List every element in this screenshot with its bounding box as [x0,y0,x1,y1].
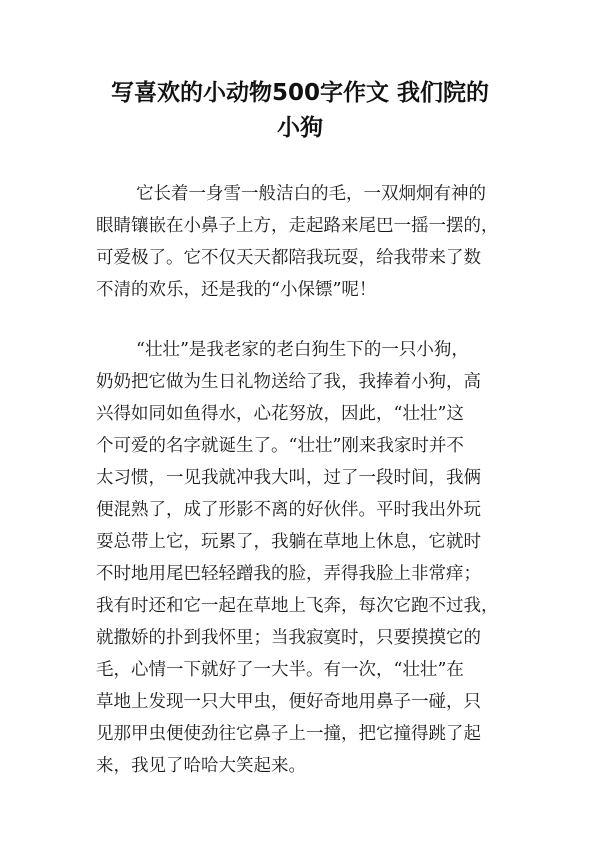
paragraph-line: 耍总带上它，玩累了，我躺在草地上休息，它就时 [96,532,481,552]
page-title [60,76,540,146]
paragraph-line: 不时地用尾巴轻轻蹭我的脸，弄得我脸上非常痒； [96,564,481,584]
title-line-2: 小狗 [277,115,323,141]
paragraph-line: 兴得如同如鱼得水，心花努放，因此，“壮壮”这 [96,404,464,424]
paragraph-line: 奶奶把它做为生日礼物送给了我，我捧着小狗，高 [96,372,481,392]
paragraph-line: 个可爱的名字就诞生了。“壮壮”刚来我家时并不 [96,436,464,456]
paragraph-1 [96,178,516,306]
paragraph-line: 毛，心情一下就好了一大半。有一次，“壮壮”在 [96,660,464,680]
title-line-1: 写喜欢的小动物500字作文 我们院的 [110,80,490,106]
paragraph-line: 就撒娇的扑到我怀里；当我寂寞时，只要摸摸它的 [96,628,481,648]
paragraph-2 [96,334,516,782]
paragraph-line: 不清的欢乐，还是我的“小保镖”呢！ [96,280,377,300]
paragraph-line: 见那甲虫便使劲往它鼻子上一撞，把它撞得跳了起 [96,724,481,744]
paragraph-line: 眼睛镶嵌在小鼻子上方，走起路来尾巴一摇一摆的， [96,216,499,236]
paragraph-line: 来，我见了哈哈大笑起来。 [96,756,306,776]
paragraph-line: 太习惯，一见我就冲我大叫，过了一段时间，我俩 [96,468,481,488]
paragraph-line: 草地上发现一只大甲虫，便好奇地用鼻子一碰，只 [96,692,481,712]
paragraph-line: 它长着一身雪一般洁白的毛，一双炯炯有神的 [136,184,486,204]
paragraph-line: 可爱极了。它不仅天天都陪我玩耍，给我带来了数 [96,248,481,268]
paragraph-line: 我有时还和它一起在草地上飞奔，每次它跑不过我， [96,596,499,616]
paragraph-line: 便混熟了，成了形影不离的好伙伴。平时我出外玩 [96,500,481,520]
paragraph-line: “壮壮”是我老家的老白狗生下的一只小狗， [136,340,469,360]
